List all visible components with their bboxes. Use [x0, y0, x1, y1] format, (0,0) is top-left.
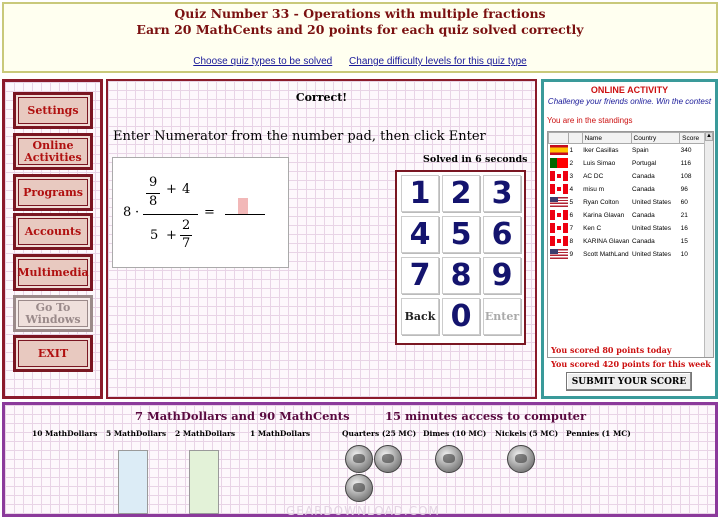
- online-activity-subtitle: Challenge your friends online. Win the contest: [547, 97, 712, 106]
- col-country[interactable]: Country: [631, 133, 680, 144]
- key-6[interactable]: 6: [483, 216, 521, 253]
- cell-name: Luis Simao: [583, 159, 616, 167]
- answer-numerator-input[interactable]: [238, 198, 248, 214]
- cell-name: KARINA Glavan: [583, 237, 630, 245]
- whole-number: 8: [123, 205, 132, 220]
- standings-table[interactable]: [547, 131, 714, 358]
- col-flag[interactable]: [549, 133, 569, 144]
- cell-name: Scott MathLand: [583, 250, 629, 258]
- label-quarters: Quarters (25 MC): [342, 429, 417, 438]
- standings-row[interactable]: [549, 222, 705, 235]
- key-7[interactable]: 7: [401, 257, 439, 294]
- five-dollar-bill[interactable]: [118, 450, 148, 514]
- flag-cell: [549, 170, 569, 183]
- math-bank-panel: [2, 402, 718, 517]
- cell-score: 116: [680, 159, 692, 167]
- quarter-coin[interactable]: [345, 474, 373, 502]
- multiply-dot: ·: [135, 205, 140, 220]
- equals-sign: =: [204, 205, 215, 220]
- enter-key[interactable]: Enter: [483, 298, 521, 335]
- standings-row[interactable]: [549, 157, 705, 170]
- cell-score: 108: [680, 172, 692, 180]
- standings-row[interactable]: [549, 248, 705, 261]
- label-10-dollars: 10 MathDollars: [32, 429, 98, 438]
- quiz-subtitle: Earn 20 MathCents and 20 points for each quiz solved correctly: [136, 22, 584, 37]
- two-dollar-bill[interactable]: [189, 450, 219, 514]
- choose-quiz-types-link[interactable]: Choose quiz types to be solved: [193, 56, 333, 67]
- points-week: You scored 420 points for this week: [551, 359, 711, 369]
- cell-score: 15: [680, 237, 688, 245]
- standings-row[interactable]: [549, 209, 705, 222]
- cell-score: 16: [680, 224, 688, 232]
- flag-cell: [549, 157, 569, 170]
- flag-cell: [549, 222, 569, 235]
- label-5-dollars: 5 MathDollars: [106, 429, 167, 438]
- cell-rank: 1: [569, 146, 574, 154]
- country-flag-icon: [550, 236, 568, 246]
- cell-country: Portugal: [632, 159, 657, 167]
- flag-cell: [549, 144, 569, 157]
- quiz-title: Quiz Number 33 - Operations with multiple fractions: [174, 6, 546, 21]
- country-flag-icon: [550, 158, 568, 168]
- money-summary: 7 MathDollars and 90 MathCents: [135, 409, 350, 423]
- standings-row[interactable]: [549, 196, 705, 209]
- plus-sign-bottom: +: [166, 228, 177, 243]
- country-flag-icon: [550, 249, 568, 259]
- fraction-problem: [112, 157, 289, 268]
- key-4[interactable]: 4: [401, 216, 439, 253]
- main-fraction-bar: [143, 214, 198, 215]
- denominator-addend: 5: [150, 228, 159, 243]
- go-to-windows-button[interactable]: Go To Windows: [13, 295, 93, 332]
- cell-score: 340: [680, 146, 692, 154]
- country-flag-icon: [550, 184, 568, 194]
- flag-cell: [549, 196, 569, 209]
- cell-name: Karina Glavan: [583, 211, 625, 219]
- key-0[interactable]: 0: [442, 298, 480, 335]
- standings-row[interactable]: [549, 144, 705, 157]
- scroll-up-icon[interactable]: ▲: [706, 133, 712, 139]
- country-flag-icon: [550, 223, 568, 233]
- header-links: [4, 56, 716, 67]
- cell-country: United States: [632, 250, 672, 258]
- online-activity-panel: [541, 79, 718, 399]
- watermark: GEARDOWNLOAD.COM: [286, 504, 440, 518]
- feedback-message: Correct!: [295, 91, 348, 104]
- col-score[interactable]: Score: [680, 133, 705, 144]
- country-flag-icon: [550, 210, 568, 220]
- flag-cell: [549, 235, 569, 248]
- cell-country: Canada: [632, 211, 655, 219]
- label-dimes: Dimes (10 MC): [423, 429, 487, 438]
- cell-name: Iker Casillas: [583, 146, 619, 154]
- cell-name: Ryan Colton: [583, 198, 619, 206]
- online-activities-button[interactable]: Online Activities: [13, 133, 93, 170]
- points-today: You scored 80 points today: [551, 345, 672, 355]
- cell-rank: 6: [569, 211, 574, 219]
- inner-numerator: 9: [149, 175, 158, 190]
- country-flag-icon: [550, 145, 568, 155]
- country-flag-icon: [550, 197, 568, 207]
- col-name[interactable]: Name: [582, 133, 631, 144]
- label-pennies: Pennies (1 MC): [566, 429, 631, 438]
- numerator-addend: 4: [182, 182, 191, 197]
- plus-sign-top: +: [166, 182, 177, 197]
- cell-score: 10: [680, 250, 688, 258]
- standings-row[interactable]: [549, 183, 705, 196]
- standings-header-row: [549, 133, 705, 144]
- cell-country: United States: [632, 198, 672, 206]
- computer-access-time: 15 minutes access to computer: [385, 409, 587, 423]
- country-flag-icon: [550, 171, 568, 181]
- cell-score: 21: [680, 211, 688, 219]
- label-nickels: Nickels (5 MC): [495, 429, 559, 438]
- inner-denominator: 8: [149, 194, 158, 209]
- standings-row[interactable]: [549, 170, 705, 183]
- cell-rank: 8: [569, 237, 574, 245]
- programs-button[interactable]: Programs: [13, 174, 93, 211]
- key-3[interactable]: 3: [483, 175, 521, 212]
- cell-rank: 3: [569, 172, 574, 180]
- dime-coin[interactable]: [435, 445, 463, 473]
- accounts-button[interactable]: Accounts: [13, 213, 93, 250]
- standings-row[interactable]: [549, 235, 705, 248]
- quarter-coin[interactable]: [374, 445, 402, 473]
- cell-name: Ken C: [583, 224, 602, 232]
- submit-score-button[interactable]: SUBMIT YOUR SCORE: [566, 372, 692, 391]
- settings-button[interactable]: Settings: [13, 92, 93, 129]
- cell-country: Canada: [632, 172, 655, 180]
- label-1-dollars: 1 MathDollars: [250, 429, 311, 438]
- cell-country: United States: [632, 224, 672, 232]
- cell-rank: 2: [569, 159, 574, 167]
- cell-country: Spain: [632, 146, 649, 154]
- flag-cell: [549, 183, 569, 196]
- main-menu: [2, 79, 103, 399]
- cell-rank: 9: [569, 250, 574, 258]
- number-pad: [395, 170, 526, 345]
- flag-cell: [549, 209, 569, 222]
- quiz-header: [2, 2, 718, 73]
- denominator-fraction-top: 2: [182, 218, 191, 233]
- cell-rank: 5: [569, 198, 574, 206]
- quiz-area: [106, 79, 537, 399]
- key-9[interactable]: 9: [483, 257, 521, 294]
- flag-cell: [549, 248, 569, 261]
- standings-text: You are in the standings: [547, 116, 633, 125]
- exit-button[interactable]: EXIT: [13, 335, 93, 372]
- quarter-coin[interactable]: [345, 445, 373, 473]
- key-1[interactable]: 1: [401, 175, 439, 212]
- denominator-fraction-bottom: 7: [182, 236, 191, 251]
- online-activity-title: ONLINE ACTIVITY: [590, 85, 669, 95]
- cell-rank: 4: [569, 185, 574, 193]
- cell-score: 96: [680, 185, 688, 193]
- cell-country: Canada: [632, 185, 655, 193]
- multimedia-button[interactable]: Multimedia: [13, 254, 93, 291]
- answer-fraction-bar: [225, 214, 265, 215]
- key-5[interactable]: 5: [442, 216, 480, 253]
- label-2-dollars: 2 MathDollars: [175, 429, 236, 438]
- instruction-text: Enter Numerator from the number pad, then click Enter: [113, 129, 486, 144]
- cell-country: Canada: [632, 237, 655, 245]
- nickel-coin[interactable]: [507, 445, 535, 473]
- cell-score: 60: [680, 198, 688, 206]
- col-rank[interactable]: [568, 133, 582, 144]
- cell-name: AC DC: [583, 172, 604, 180]
- solved-time: Solved in 6 seconds: [423, 154, 528, 165]
- key-8[interactable]: 8: [442, 257, 480, 294]
- back-key[interactable]: Back: [401, 298, 439, 335]
- key-2[interactable]: 2: [442, 175, 480, 212]
- change-difficulty-link[interactable]: Change difficulty levels for this quiz type: [349, 56, 527, 67]
- cell-rank: 7: [569, 224, 574, 232]
- standings-scrollbar[interactable]: [704, 132, 713, 357]
- cell-name: misu m: [583, 185, 605, 193]
